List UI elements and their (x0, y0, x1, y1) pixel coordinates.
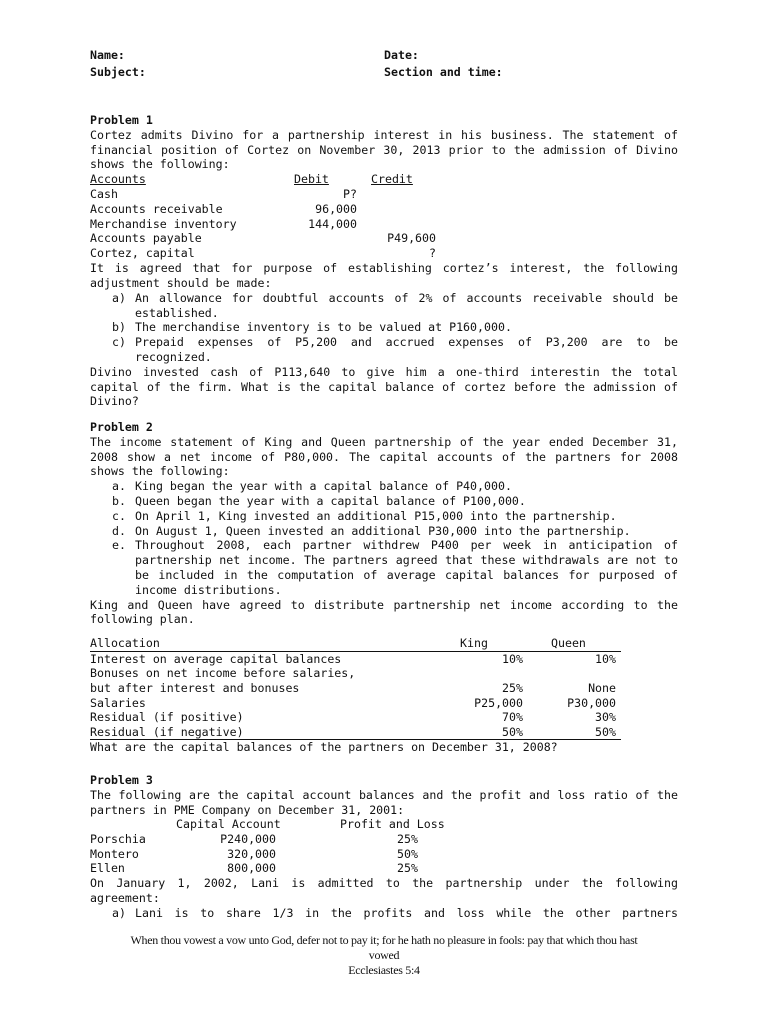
allocation-label: Residual (if positive) (90, 710, 244, 725)
list-text: Throughout 2008, each partner withdrew P400 per week in anticipation of partnership net income. The partners agreed that these withdrawals are not to be included in the computation of average capital balances for purposed of income distributions. (135, 538, 678, 597)
list-marker: b. (112, 493, 126, 508)
account-name: Accounts receivable (90, 201, 223, 216)
table-row (90, 666, 621, 681)
partner-name: Ellen (90, 861, 125, 876)
list-item (90, 320, 678, 335)
list-item (90, 479, 678, 494)
list-item (90, 538, 678, 597)
account-name: Accounts payable (90, 231, 202, 246)
problem-2-plan-intro: King and Queen have agreed to distribute partnership net income according to the following plan. (90, 597, 678, 627)
admission-terms-list (90, 906, 678, 921)
queen-value: 10% (595, 651, 616, 666)
list-item (90, 335, 678, 365)
list-marker: e. (112, 538, 126, 553)
worksheet-header (90, 47, 678, 81)
capital-header (90, 817, 678, 832)
profit-col-header: Profit and Loss (340, 817, 445, 832)
list-text: On August 1, Queen invested an additional P30,000 into the partnership. (135, 523, 631, 538)
account-credit: P49,600 (387, 231, 436, 246)
subject-label: Subject: (90, 65, 146, 79)
list-text: Queen began the year with a capital balance of P100,000. (135, 493, 526, 508)
account-row (90, 246, 678, 261)
queen-col-header: Queen (551, 636, 586, 651)
allocation-table (90, 636, 621, 740)
list-marker: a. (112, 479, 126, 494)
queen-value: P30,000 (567, 695, 616, 710)
partner-capital: P240,000 (220, 832, 276, 847)
partner-capital: 320,000 (227, 846, 276, 861)
list-text: Lani is to share 1/3 in the profits and loss while the other partners (135, 905, 678, 920)
list-text: Prepaid expenses of P5,200 and accrued expenses of P3,200 are to be recognized. (135, 335, 678, 364)
table-row (90, 696, 621, 711)
list-marker: c. (112, 508, 126, 523)
queen-value: 50% (595, 724, 616, 739)
allocation-label: Bonuses on net income before salaries, (90, 666, 356, 681)
accounts-table (90, 172, 678, 261)
allocation-label: but after interest and bonuses (90, 680, 300, 695)
account-name: Cash (90, 186, 118, 201)
partner-name: Montero (90, 846, 139, 861)
account-row (90, 231, 678, 246)
king-value: 10% (502, 651, 523, 666)
verse-reference: Ecclesiastes 5:4 (348, 963, 420, 977)
list-text: The merchandise inventory is to be valued at P160,000. (135, 320, 512, 335)
account-debit: P? (343, 186, 357, 201)
king-value: 25% (502, 680, 523, 695)
partner-ratio: 50% (397, 846, 418, 861)
list-text: King began the year with a capital balance of P40,000. (135, 479, 512, 494)
list-text: An allowance for doubtful accounts of 2% of accounts receivable should be established. (135, 290, 678, 320)
problem-3-intro: The following are the capital account balances and the profit and loss ratio of the partners in PME Company on December 31, 2001: (90, 787, 678, 817)
partner-ratio: 25% (397, 861, 418, 876)
problem-1 (90, 113, 678, 409)
list-item (90, 494, 678, 509)
table-row (90, 725, 621, 741)
header-right (384, 47, 503, 81)
table-row (90, 652, 621, 667)
list-marker: a) (112, 905, 126, 920)
list-item (90, 291, 678, 321)
account-row (90, 202, 678, 217)
problem-2 (90, 420, 678, 755)
problem-1-title: Problem 1 (90, 113, 153, 127)
account-debit: 96,000 (315, 201, 357, 216)
problem-3-title: Problem 3 (90, 773, 153, 787)
account-name: Merchandise inventory (90, 216, 237, 231)
adjustment-list (90, 291, 678, 365)
allocation-header (90, 636, 621, 652)
credit-col-header: Credit (371, 172, 413, 187)
list-item (90, 509, 678, 524)
capital-events-list (90, 479, 678, 597)
list-marker: c) (112, 335, 126, 350)
problem-2-title: Problem 2 (90, 420, 153, 434)
verse-line-1: When thou vowest a vow unto God, defer not to pay it; for he hath no pleasure in fools: pay that which thou hast (130, 933, 638, 947)
king-value: P25,000 (474, 695, 523, 710)
partner-capital: 800,000 (227, 861, 276, 876)
list-marker: b) (112, 320, 126, 335)
list-item (90, 524, 678, 539)
queen-value: 30% (595, 710, 616, 725)
list-marker: d. (112, 523, 126, 538)
queen-value: None (588, 680, 616, 695)
account-row (90, 187, 678, 202)
allocation-col-header: Allocation (90, 636, 160, 651)
problem-1-question: Divino invested cash of P113,640 to give him a one-third interestin the total capital of the firm. What is the capital balance of cortez before the admission of Divino? (90, 364, 678, 409)
problem-1-intro: Cortez admits Divino for a partnership interest in his business. The statement of financial position of Cortez on November 30, 2013 prior to the admission of Divino shows the following: (90, 127, 678, 172)
allocation-label: Residual (if negative) (90, 724, 244, 739)
list-text: On April 1, King invested an additional P15,000 into the partnership. (135, 508, 617, 523)
problem-3 (90, 773, 678, 921)
section-label: Section and time: (384, 65, 503, 79)
problem-2-question: What are the capital balances of the partners on December 31, 2008? (90, 740, 558, 755)
partner-ratio: 25% (397, 832, 418, 847)
problem-3-admission: On January 1, 2002, Lani is admitted to the partnership under the following agreement: (90, 876, 678, 905)
accounts-col-header: Accounts (90, 172, 146, 187)
debit-col-header: Debit (294, 172, 329, 187)
table-row (90, 847, 678, 862)
list-item (90, 906, 678, 921)
table-row (90, 832, 678, 847)
table-row (90, 710, 621, 725)
verse-line-2: vowed (368, 948, 400, 962)
problem-1-agreement: It is agreed that for purpose of establishing cortez’s interest, the following adjustment should be made: (90, 261, 678, 290)
allocation-label: Salaries (90, 695, 146, 710)
account-debit: 144,000 (308, 216, 357, 231)
table-row (90, 861, 678, 876)
problem-2-intro: The income statement of King and Queen partnership of the year ended December 31, 2008 show a net income of P80,000. The capital accounts of the partners for 2008 shows the following: (90, 434, 678, 479)
account-credit: ? (429, 246, 436, 261)
date-label: Date: (384, 48, 419, 62)
list-marker: a) (112, 290, 126, 305)
allocation-label: Interest on average capital balances (90, 651, 342, 666)
king-value: 50% (502, 724, 523, 739)
page-footer (90, 933, 678, 978)
account-name: Cortez, capital (90, 246, 195, 261)
king-col-header: King (460, 636, 488, 651)
partner-name: Porschia (90, 832, 146, 847)
capital-col-header: Capital Account (176, 817, 281, 832)
king-value: 70% (502, 710, 523, 725)
capital-table (90, 817, 678, 876)
accounts-header (90, 172, 678, 187)
table-row (90, 681, 621, 696)
account-row (90, 217, 678, 232)
header-left (90, 47, 146, 81)
name-label: Name: (90, 48, 125, 62)
